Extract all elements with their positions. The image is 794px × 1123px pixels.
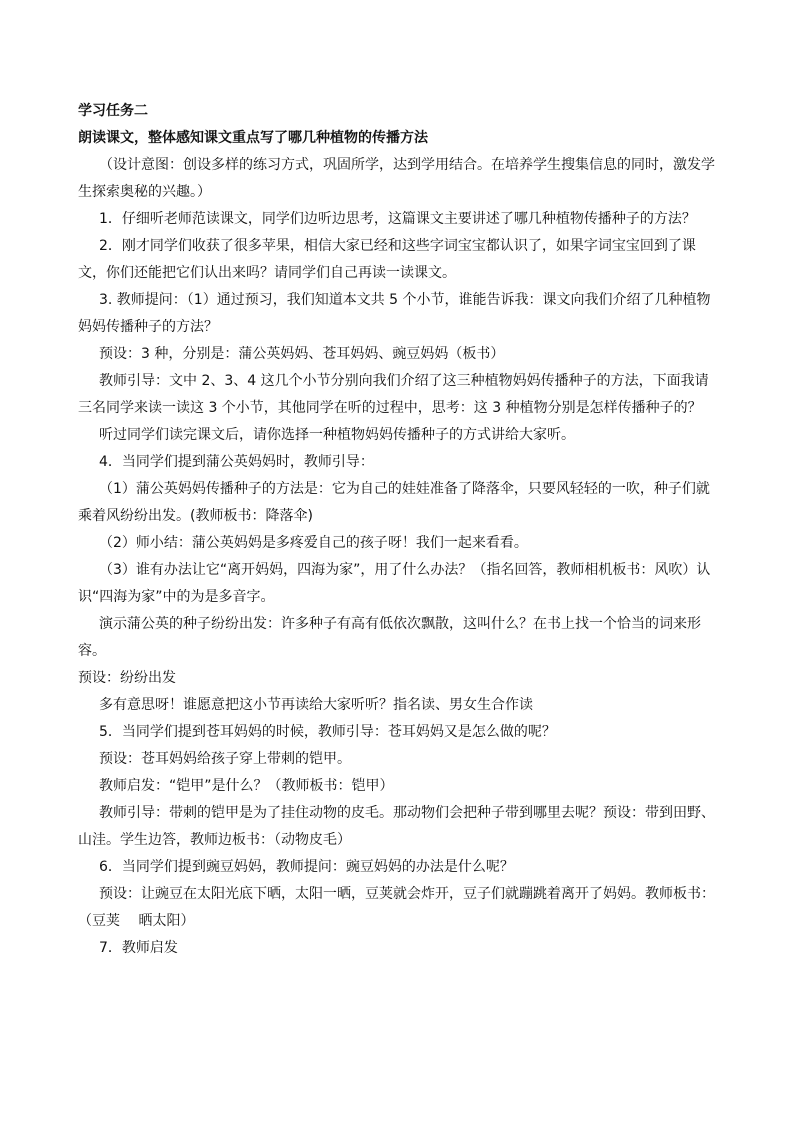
paragraph: 听过同学们读完课文后，请你选择一种植物妈妈传播种子的方式讲给大家听。 bbox=[99, 427, 575, 443]
paragraph: 教师引导：带刺的铠甲是为了挂住动物的皮毛。那动物们会把种子带到哪里去呢？预设：带到田野、山洼。学生边答，教师边板书：（动物皮毛） bbox=[78, 805, 715, 848]
paragraph: 预设：纷纷出发 bbox=[78, 670, 176, 686]
paragraph: 演示蒲公英的种子纷纷出发：许多种子有高有低依次飘散，这叫什么？在书上找一个恰当的词来形容。 bbox=[78, 616, 701, 659]
paragraph: （2）师小结：蒲公英妈妈是多疼爱自己的孩子呀！我们一起来看看。 bbox=[99, 535, 528, 551]
paragraph: （3）谁有办法让它“离开妈妈，四海为家”，用了什么办法？（指名回答，教师相机板书：风吹）认识“四海为家”中的为是多音字。 bbox=[78, 562, 711, 605]
paragraph: 预设：3 种，分别是：蒲公英妈妈、苍耳妈妈、豌豆妈妈（板书） bbox=[99, 346, 505, 362]
section-heading: 学习任务二 bbox=[78, 103, 148, 119]
paragraph-list bbox=[78, 152, 718, 962]
paragraph: 教师启发：“铠甲”是什么？（教师板书：铠甲） bbox=[99, 778, 394, 794]
section-subheading: 朗读课文，整体感知课文重点写了哪几种植物的传播方法 bbox=[78, 130, 428, 146]
paragraph: 7．教师启发 bbox=[99, 940, 178, 956]
paragraph: 6．当同学们提到豌豆妈妈，教师提问：豌豆妈妈的办法是什么呢？ bbox=[99, 859, 514, 875]
paragraph: 多有意思呀！谁愿意把这小节再读给大家听听？指名读、男女生合作读 bbox=[99, 697, 533, 713]
document-body bbox=[78, 98, 718, 962]
paragraph: 4．当同学们提到蒲公英妈妈时，教师引导： bbox=[99, 454, 374, 470]
paragraph: 5．当同学们提到苍耳妈妈的时候，教师引导：苍耳妈妈又是怎么做的呢？ bbox=[99, 724, 556, 740]
paragraph: 预设：苍耳妈妈给孩子穿上带刺的铠甲。 bbox=[99, 751, 351, 767]
paragraph: （设计意图：创设多样的练习方式，巩固所学，达到学用结合。在培养学生搜集信息的同时，激发学生探索奥秘的兴趣。） bbox=[78, 157, 715, 200]
paragraph: 1．仔细听老师范读课文，同学们边听边思考，这篇课文主要讲述了哪几种植物传播种子的方法？ bbox=[99, 211, 696, 227]
paragraph: 2．刚才同学们收获了很多苹果，相信大家已经和这些字词宝宝都认识了，如果字词宝宝回到了课文，你们还能把它们认出来吗？请同学们自己再读一读课文。 bbox=[78, 238, 696, 281]
paragraph: 3. 教师提问：（1）通过预习，我们知道本文共 5 个小节，谁能告诉我：课文向我们介绍了几种植物妈妈传播种子的方法？ bbox=[78, 292, 711, 335]
paragraph: 预设：让豌豆在太阳光底下晒，太阳一晒，豆荚就会炸开，豆子们就蹦跳着离开了妈妈。教师板书：（豆荚 晒太阳） bbox=[78, 886, 715, 929]
paragraph: （1）蒲公英妈妈传播种子的方法是：它为自己的娃娃准备了降落伞，只要风轻轻的一吹，种子们就乘着风纷纷出发。(教师板书：降落伞) bbox=[78, 481, 710, 524]
paragraph: 教师引导：文中 2、3、4 这几个小节分别向我们介绍了这三种植物妈妈传播种子的方法，下面我请三名同学来读一读这 3 个小节，其他同学在听的过程中，思考：这 3 种植物分别是怎样传播种子的？ bbox=[78, 373, 709, 416]
